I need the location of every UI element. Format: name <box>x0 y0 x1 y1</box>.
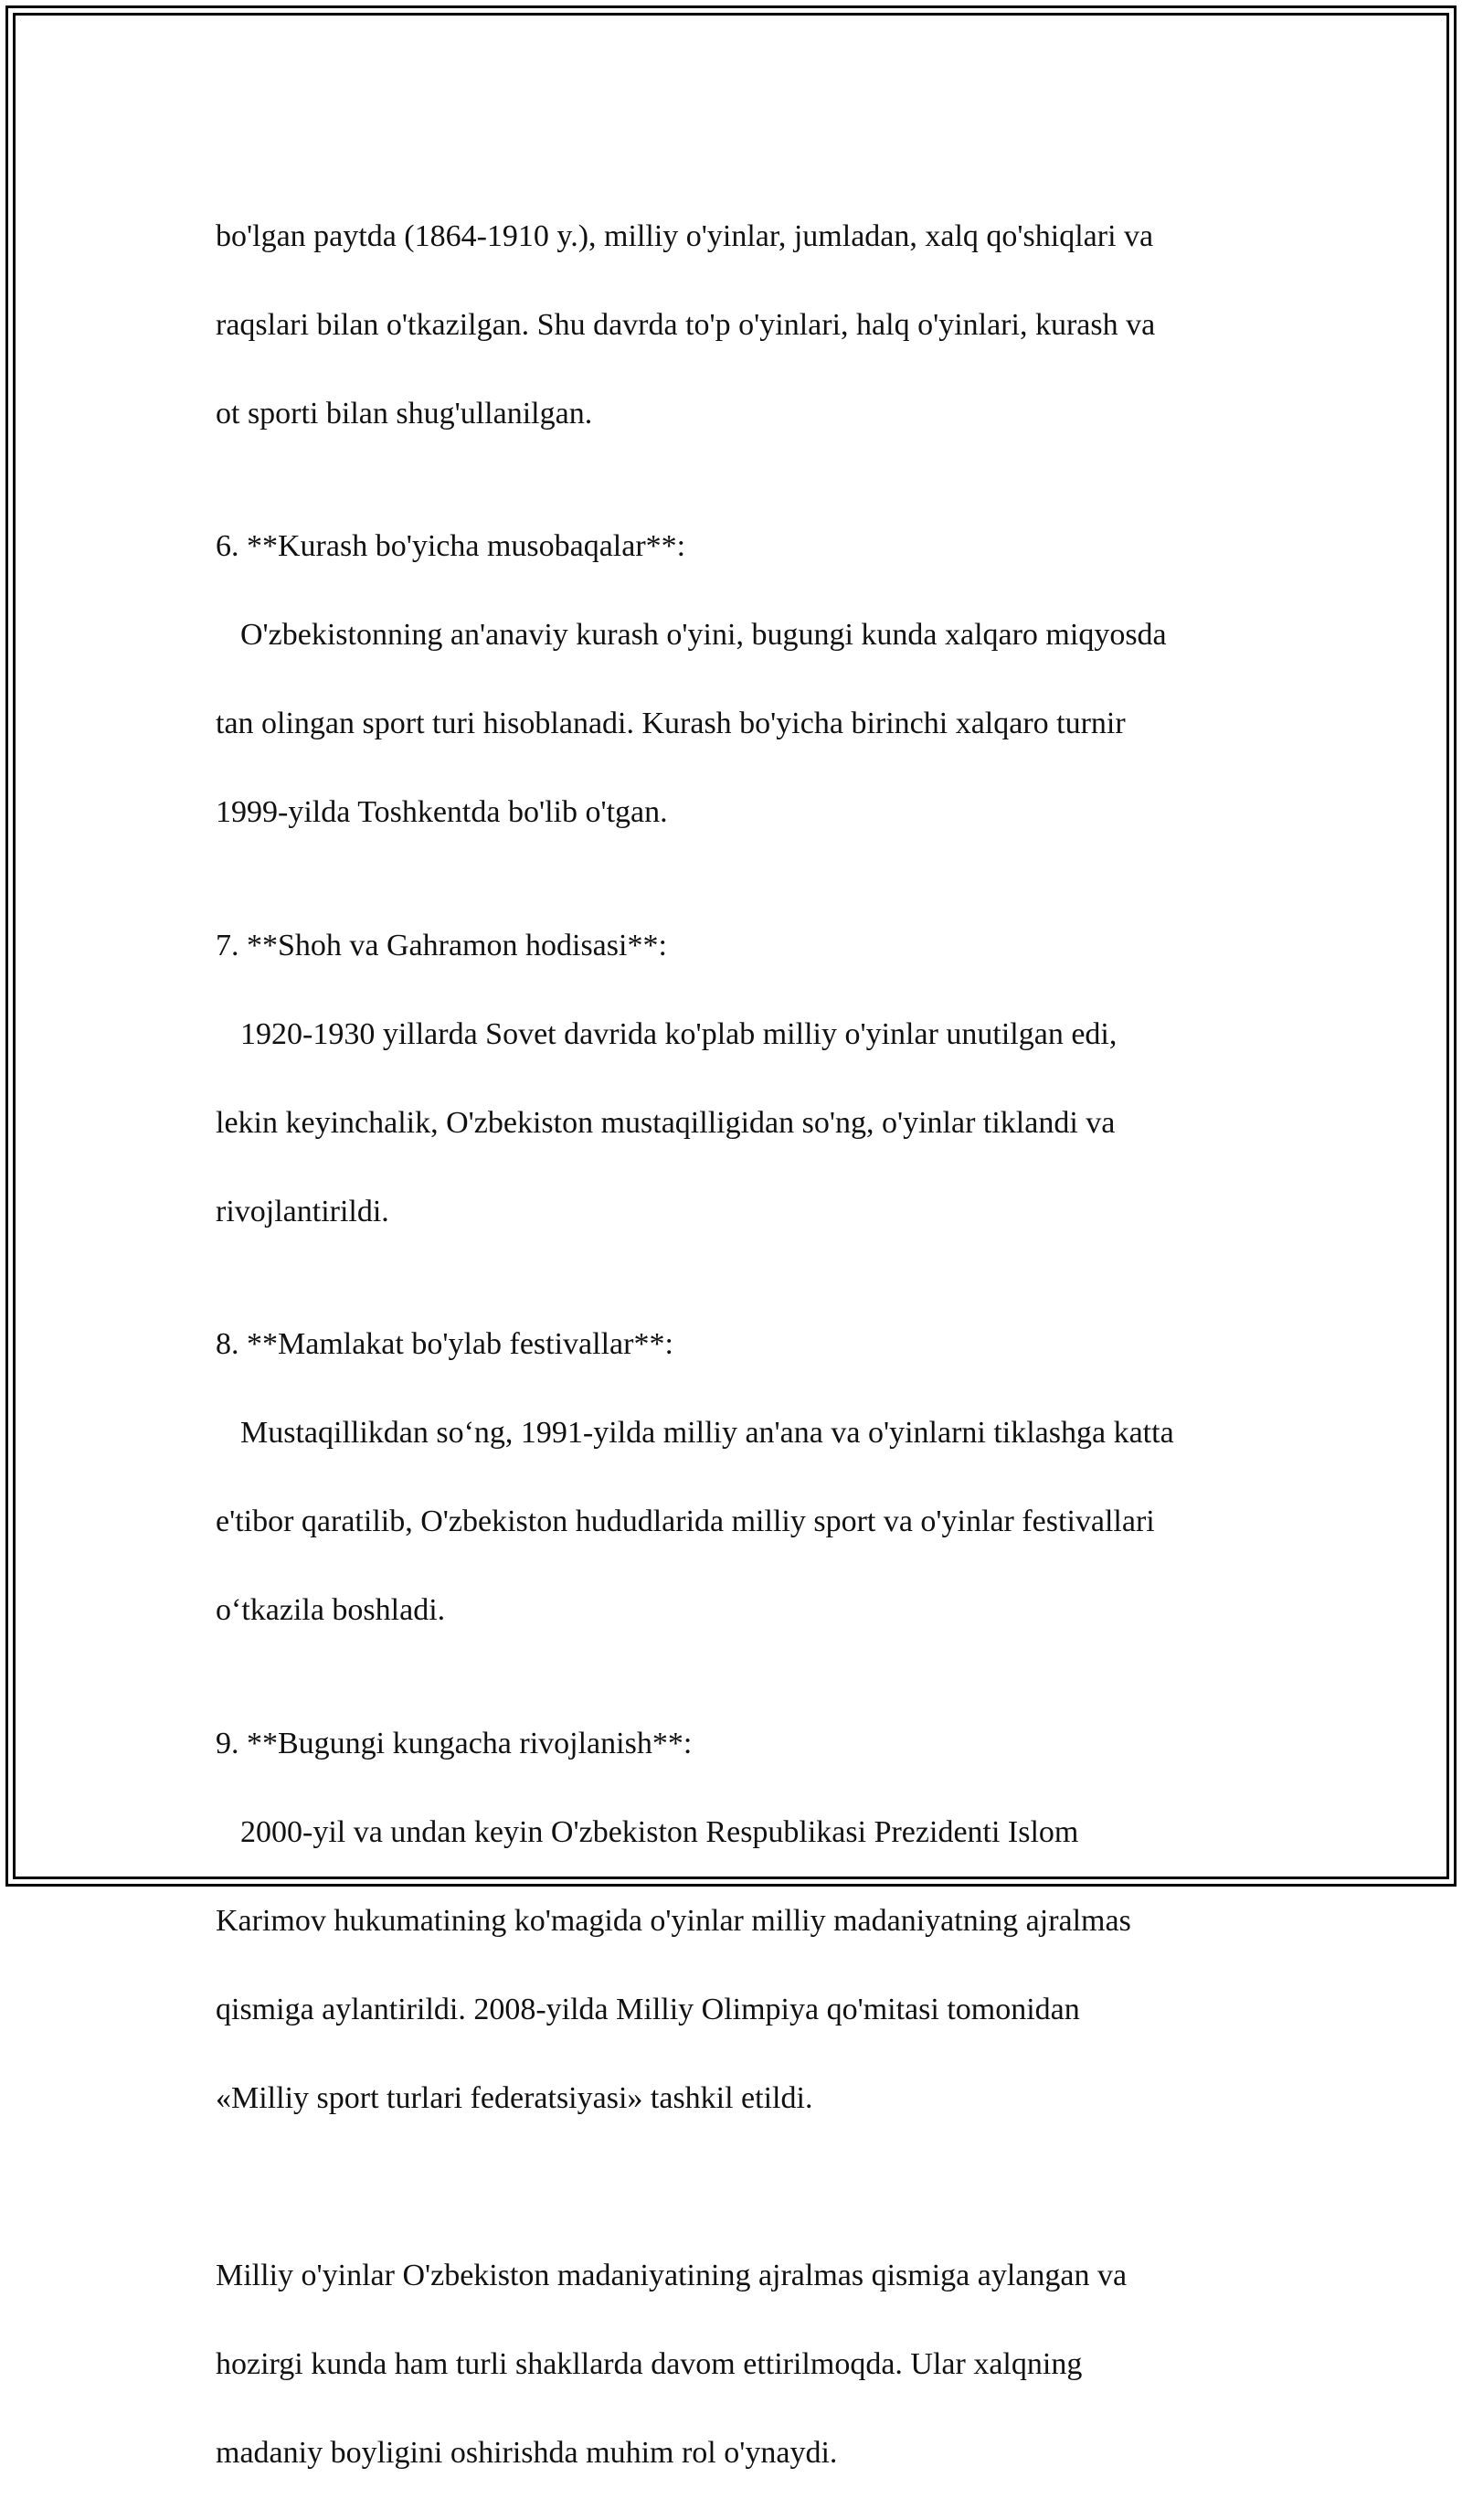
body-line: o‘tkazila boshladi. <box>216 1593 446 1627</box>
body-line: lekin keyinchalik, O'zbekiston mustaqilligidan so'ng, o'yinlar tiklandi va <box>216 1105 1116 1140</box>
paragraph-gap <box>216 879 1266 924</box>
paragraph-gap <box>216 1279 1266 1324</box>
list-item-9 <box>216 1722 1266 2165</box>
document-body <box>216 170 1266 2520</box>
intro-line: ot sporti bilan shug'ullanilgan. <box>216 396 593 431</box>
body-line: 2000-yil va undan keyin O'zbekiston Respublikasi Prezidenti Islom <box>240 1814 1079 1849</box>
body-line: tan olingan sport turi hisoblanadi. Kurash bo'yicha birinchi xalqaro turnir <box>216 707 1126 740</box>
body-line: O'zbekistonning an'anaviy kurash o'yini, bugungi kunda xalqaro miqyosda <box>240 618 1167 652</box>
conclusion-line: hozirgi kunda ham turli shakllarda davom ettirilmoqda. Ular xalqning <box>216 2346 1083 2381</box>
body-line: Mustaqillikdan so‘ng, 1991-yilda milliy an'ana va o'yinlarni tiklashga katta <box>240 1416 1174 1450</box>
list-item-heading: 7. **Shoh va Gahramon hodisasi**: <box>216 928 667 962</box>
list-item-heading: 9. **Bugungi kungacha rivojlanish**: <box>216 1726 693 1760</box>
body-line: «Milliy sport turlari federatsiyasi» tashkil etildi. <box>216 2080 813 2115</box>
paragraph-gap <box>216 481 1266 526</box>
list-item-body <box>216 968 1266 1279</box>
body-line: 1920-1930 yillarda Sovet davrida ko'plab milliy o'yinlar unutilgan edi, <box>240 1016 1118 1051</box>
conclusion-paragraph <box>216 2209 1266 2520</box>
list-item-body <box>216 569 1266 880</box>
paragraph-gap <box>216 1677 1266 1722</box>
intro-line: raqslari bilan o'tkazilgan. Shu davrda to'p o'yinlari, halq o'yinlari, kurash va <box>216 307 1156 342</box>
list-item-body <box>216 1766 1266 2165</box>
body-line: e'tibor qaratilib, O'zbekiston hududlarida milliy sport va o'yinlar festivallari <box>216 1505 1155 1538</box>
intro-line: bo'lgan paytda (1864-1910 y.), milliy o'yinlar, jumladan, xalq qo'shiqlari va <box>216 218 1154 253</box>
paragraph-gap <box>216 2165 1266 2210</box>
intro-paragraph <box>216 170 1266 481</box>
body-line: qismiga aylantirildi. 2008-yilda Milliy Olimpiya qo'mitasi tomonidan <box>216 1992 1080 2026</box>
list-item-6 <box>216 525 1266 879</box>
body-line: 1999-yilda Toshkentda bo'lib o'tgan. <box>216 795 668 829</box>
body-line: rivojlantirildi. <box>216 1194 389 1228</box>
conclusion-line: Milliy o'yinlar O'zbekiston madaniyatining ajralmas qismiga aylangan va <box>216 2258 1128 2292</box>
list-item-heading: 6. **Kurash bo'yicha musobaqalar**: <box>216 529 686 563</box>
list-item-8 <box>216 1323 1266 1677</box>
list-item-7 <box>216 924 1266 1279</box>
conclusion-line: madaniy boyligini oshirishda muhim rol o'ynaydi. <box>216 2435 838 2470</box>
body-line: Karimov hukumatining ko'magida o'yinlar milliy madaniyatning ajralmas <box>216 1903 1131 1938</box>
list-item-body <box>216 1367 1266 1678</box>
list-item-heading: 8. **Mamlakat bo'ylab festivallar**: <box>216 1327 673 1361</box>
